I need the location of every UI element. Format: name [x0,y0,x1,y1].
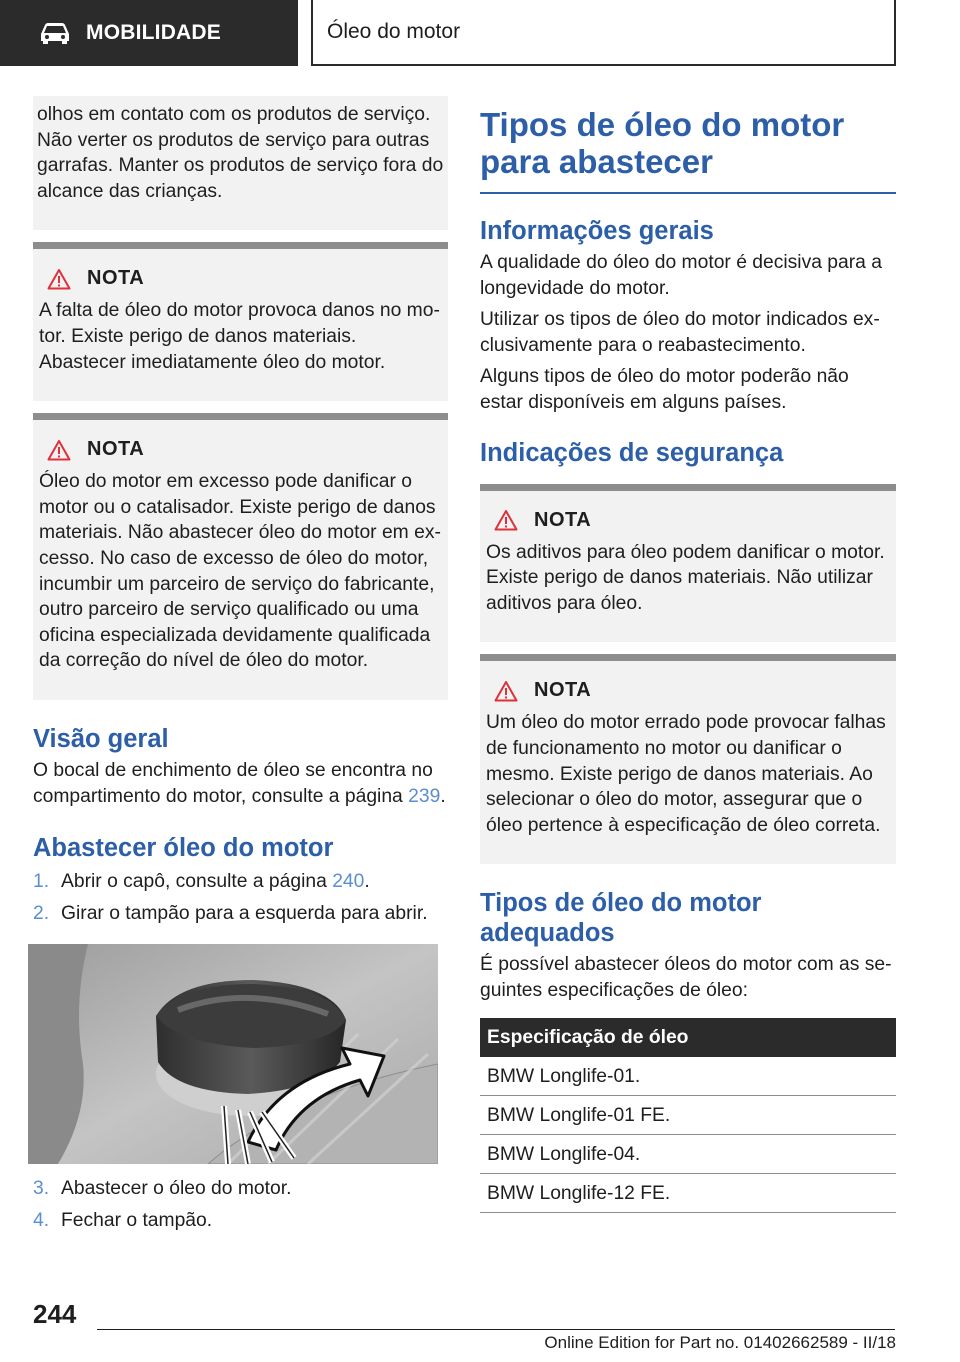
step-item [33,869,448,895]
warning-box-continued [33,96,448,230]
section-tab [0,0,298,66]
table-row: BMW Longlife-04. [480,1135,896,1174]
table-row: BMW Longlife-12 FE. [480,1174,896,1213]
note-header [486,679,890,702]
warning-continued-text: olhos em contato com os produtos de serviço. Não verter os produtos de serviço para outras garrafas. Manter os produtos de serviço fora do alcance das crianças. [37,104,444,202]
note-box [33,242,448,401]
suitable-text: É possível abastecer óleos do motor com as seguintes especificações de óleo: [480,954,892,1001]
steps-list-a [33,869,448,926]
page-ref-link[interactable]: 239 [408,785,441,807]
note-text: A falta de óleo do motor provoca danos no motor. Existe perigo de danos materiais. Abastecer imediatamente óleo do motor. [39,300,440,373]
suitable-heading: Tipos de óleo do motor adequados [480,889,762,948]
note-text: Os aditivos para óleo podem danificar o motor. Existe perigo de danos materiais. Não utilizar aditivos para óleo. [486,541,885,614]
note-box [33,413,448,700]
general-heading: Informações gerais [480,217,714,245]
step-number: 4. [33,1209,50,1231]
oil-cap-illustration [28,944,438,1164]
step-item [33,1208,448,1234]
step-text: Abrir o capô, consulte a página 240. [61,871,370,893]
overview-body: O bocal de enchimento de óleo se encontra no compartimento do motor, consulte a página [33,759,433,807]
table-row: BMW Longlife-01. [480,1057,896,1096]
footer-edition: Online Edition for Part no. 01402662589 - II/18 [544,1333,896,1352]
note-header [39,267,442,290]
note-text: Óleo do motor em excesso pode danificar o motor ou o catalisador. Existe perigo de danos materiais. Não abastecer óleo do motor em excesso. No caso de excesso de óleo do motor, incumbir um parceiro de serviço do fabricante, outro parceiro de serviço qualificado ou uma oficina especializada devidamente qualificada da correção do nível de óleo do motor. [39,471,441,672]
chapter-header [311,0,896,66]
note-label: NOTA [87,438,145,461]
safety-heading: Indicações de segurança [480,438,784,467]
note-box [480,654,896,864]
left-column [33,96,448,1233]
heading-rule [480,192,896,194]
general-paragraph: A qualidade do óleo do motor é decisiva para a longevidade do motor. [480,252,882,299]
overview-end: . [440,785,446,807]
note-box [480,484,896,643]
step-item [33,901,448,927]
table-row: BMW Longlife-01 FE. [480,1096,896,1135]
step-item [33,1176,448,1202]
warning-triangle-icon [494,509,518,531]
footer-rule [97,1329,895,1330]
page-ref-link[interactable]: 240 [332,871,365,893]
overview-text [33,758,448,809]
car-icon [38,22,72,44]
warning-triangle-icon [47,439,71,461]
step-text: Abastecer o óleo do motor. [61,1178,292,1200]
main-heading: Tipos de óleo do motor para abastecer [480,106,845,180]
warning-triangle-icon [494,680,518,702]
step-text: Fechar o tampão. [61,1209,213,1231]
steps-list-b [33,1176,448,1233]
step-number: 1. [33,871,50,893]
right-column [480,106,896,1213]
note-label: NOTA [534,508,592,531]
table-header: Especificação de óleo [480,1018,896,1057]
note-label: NOTA [534,679,592,702]
step-text: Girar o tampão para a esquerda para abrir. [61,902,428,924]
note-text: Um óleo do motor errado pode provocar falhas de funcionamento no motor ou danificar o mesmo. Existe perigo de danos materiais. Ao selecionar o óleo do motor, assegurar que o óleo pertence à especificação de óleo correta. [486,712,886,836]
note-header [39,438,442,461]
oil-spec-table [480,1018,896,1213]
general-paragraph: Utilizar os tipos de óleo do motor indicados exclusivamente para o reabastecimento. [480,309,880,356]
page-number: 244 [33,1299,77,1329]
overview-heading: Visão geral [33,724,169,753]
chapter-title: Óleo do motor [327,20,461,43]
step-number: 2. [33,902,50,924]
section-label: MOBILIDADE [86,21,221,44]
warning-triangle-icon [47,268,71,290]
general-paragraph: Alguns tipos de óleo do motor poderão não estar disponíveis em alguns países. [480,366,849,413]
note-label: NOTA [87,267,145,290]
step-number: 3. [33,1178,50,1200]
fill-heading: Abastecer óleo do motor [33,834,334,863]
note-header [486,509,890,532]
